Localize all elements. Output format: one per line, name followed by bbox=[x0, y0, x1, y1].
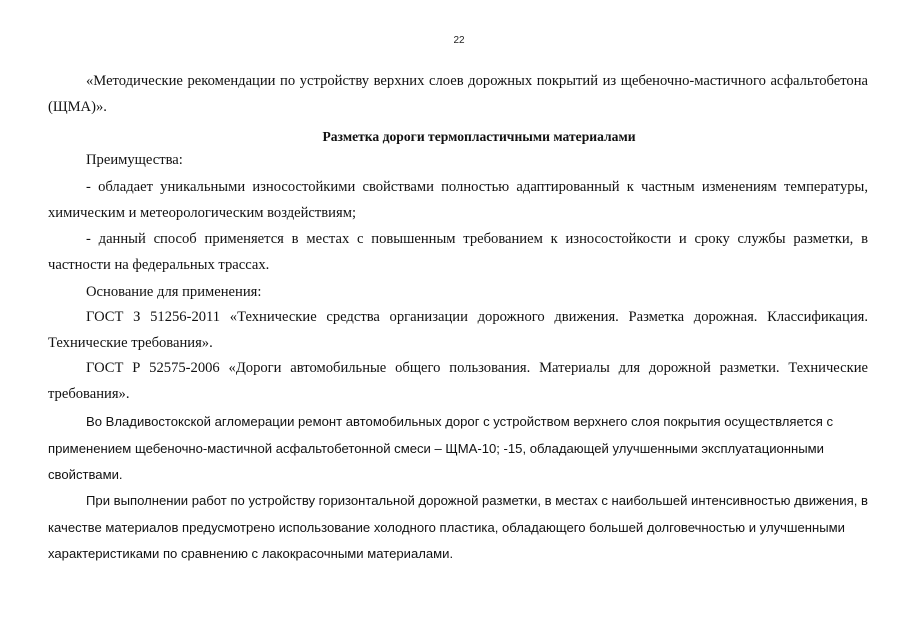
intro-paragraph: «Методические рекомендации по устройству верхних слоев дорожных покрытий из щебеночно-мастичного асфальтобетона (ЩМА)». bbox=[48, 73, 868, 115]
section-title: Разметка дороги термопластичными материалами bbox=[322, 129, 636, 144]
advantage-item-2: - данный способ применяется в местах с повышенным требованием к износостойкости и сроку службы разметки, в частности на федеральных трассах. bbox=[48, 231, 868, 273]
gost-reference-1: ГОСТ З 51256-2011 «Технические средства организации дорожного движения. Разметка дорожная. Классификация. Технические требования». bbox=[48, 309, 868, 351]
basis-label: Основание для применения: bbox=[86, 284, 262, 300]
advantages-label: Преимущества: bbox=[86, 152, 183, 168]
gost-reference-2: ГОСТ Р 52575-2006 «Дороги автомобильные общего пользования. Материалы для дорожной разметки. Технические требования». bbox=[48, 360, 868, 402]
road-marking-works-paragraph: При выполнении работ по устройству горизонтальной дорожной разметки, в местах с наибольшей интенсивностью движения, в качестве материалов предусмотрено использование холодного пластика, обладающего большей долговечностью и улучшенными характеристиками по сравнению с лакокрасочными материалами. bbox=[48, 493, 868, 561]
advantage-item-1: - обладает уникальными износостойкими свойствами полностью адаптированный к частным изменениям температуры, химическим и метеорологическим воздействиям; bbox=[48, 179, 868, 221]
vladivostok-paragraph: Во Владивостокской агломерации ремонт автомобильных дорог с устройством верхнего слоя покрытия осуществляется с применением щебеночно-мастичной асфальтобетонной смеси – ЩМА-10; -15, обладающей улучшенными эксплуатационными свойствами. bbox=[48, 414, 833, 482]
page-number: 22 bbox=[453, 35, 465, 46]
